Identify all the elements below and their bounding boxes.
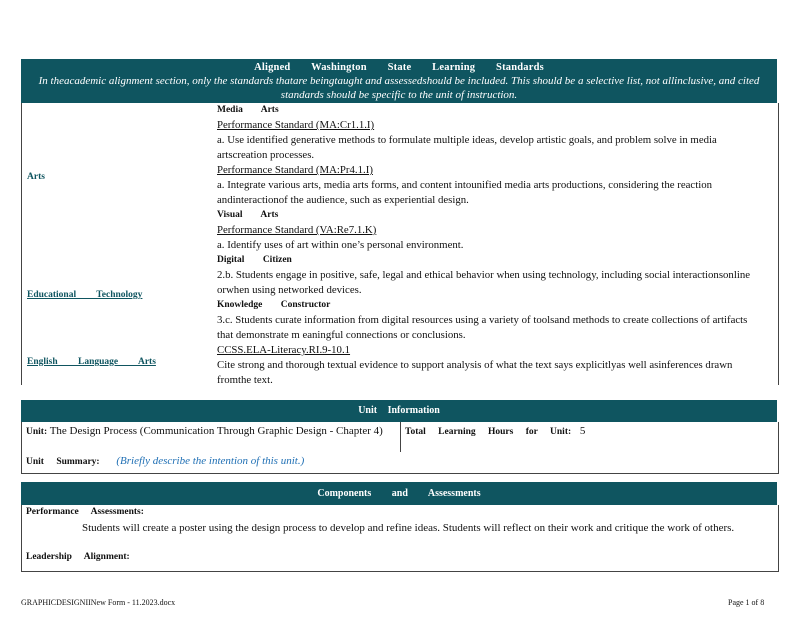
digital-citizen-label: Digital Citizen xyxy=(217,255,292,265)
standard-text: a. Integrate various arts, media arts forms, and content intounified media arts productions, considering the reaction andinteractionof the audience, such as experiential design. xyxy=(217,179,713,206)
components-assessments-header: Components and Assessments xyxy=(21,482,777,505)
performance-assessment-item xyxy=(42,521,752,536)
knowledge-constructor-label: Knowledge Constructor xyxy=(217,300,331,310)
hours-cell xyxy=(405,424,585,440)
aligned-standards-table xyxy=(21,103,779,385)
hours-value: 5 xyxy=(579,425,586,437)
aligned-standards-header xyxy=(21,59,777,103)
performance-assessment-text: Students will create a poster using the design process to develop and refine ideas. Students will reflect on their work and critique the work of others. xyxy=(82,522,735,534)
subject-arts: Arts xyxy=(27,172,45,182)
ccss-ela-link[interactable]: CCSS.ELA-Literacy.RI.9-10.1 xyxy=(217,344,351,356)
visual-arts-label: Visual Arts xyxy=(217,210,279,220)
footer-page-number: Page 1 of 8 xyxy=(728,598,765,607)
standard-text: Cite strong and thorough textual evidence to support analysis of what the text says explicitlyas well asinferences drawn fromthe text. xyxy=(217,359,733,386)
leadership-alignment-label: Leadership Alignment: xyxy=(26,552,130,562)
components-assessments-table xyxy=(21,505,779,572)
standard-text: a. Use identified generative methods to formulate multiple ideas, develop artistic goals, and problem solve in media artscreation processes. xyxy=(217,134,717,161)
unit-cell xyxy=(26,424,398,440)
performance-standard-link-ma-cr[interactable]: Performance Standard (MA:Cr1.1.I) xyxy=(217,119,375,131)
aligned-standards-instructions: In theacademic alignment section, only the standards thatare beingtaught and assessedshould be included. This should be a selective list, not allinclusive, and cited standards should be specific to the unit of instruction. xyxy=(38,75,760,101)
standard-text: a. Identify uses of art within one’s personal environment. xyxy=(217,239,464,251)
performance-standard-link-ma-pr[interactable]: Performance Standard (MA:Pr4.1.I) xyxy=(217,164,373,176)
unit-summary-hint: (Briefly describe the intention of this unit.) xyxy=(116,455,305,467)
standard-text: 3.c. Students curate information from digital resources using a variety of toolsand methods to create collections of artifacts that demonstrate m eaningful connections or conclusions. xyxy=(217,314,748,341)
unit-information-table xyxy=(21,422,779,474)
standards-column xyxy=(217,103,760,388)
media-arts-label: Media Arts xyxy=(217,105,279,115)
standard-text: 2.b. Students engage in positive, safe, legal and ethical behavior when using technology, including social interactionsonline orwhen using networked devices. xyxy=(217,269,751,296)
unit-label: Unit: xyxy=(26,427,48,437)
aligned-standards-title: Aligned Washington State Learning Standards xyxy=(254,62,544,73)
unit-value: The Design Process (Communication Through Graphic Design - Chapter 4) xyxy=(49,425,383,437)
subject-educational-technology[interactable]: Educational Technology xyxy=(27,290,143,300)
performance-standard-link-va-re[interactable]: Performance Standard (VA:Re7.1.K) xyxy=(217,224,377,236)
footer-filename: GRAPHICDESIGNIINew Form - 11.2023.docx xyxy=(21,598,176,607)
hours-label: Total Learning Hours for Unit: xyxy=(405,427,572,437)
unit-summary-row xyxy=(26,454,304,470)
unit-information-header: Unit Information xyxy=(21,400,777,422)
unit-summary-label: Unit Summary: xyxy=(26,457,100,467)
column-divider xyxy=(400,422,401,452)
subject-english-language-arts[interactable]: English Language Arts xyxy=(27,357,156,367)
performance-assessments-label: Performance Assessments: xyxy=(26,507,144,517)
